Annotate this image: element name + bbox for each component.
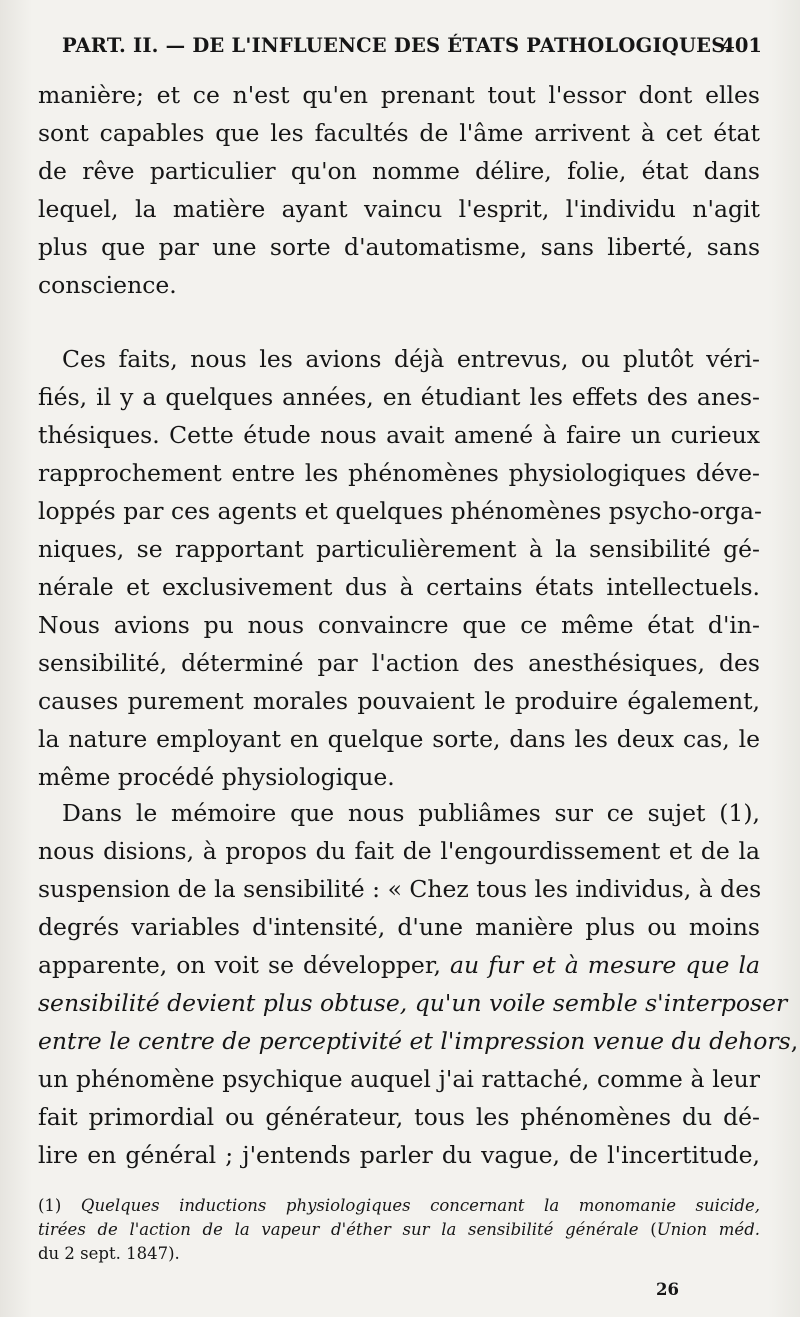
text-line [38, 984, 788, 1022]
text-line: conscience. [38, 271, 177, 299]
text-line: plus que par une sorte d'automatisme, sans liberté, sans [38, 233, 760, 261]
footnote-title: Quelques inductions physiologiques concernant la monomanie suicide, [80, 1196, 760, 1215]
text-line: un phénomène psychique auquel j'ai rattaché, comme à leur [38, 1065, 760, 1093]
footnote-line [38, 1194, 760, 1217]
signature-mark: 26 [656, 1280, 679, 1299]
running-title: PART. II. — DE L'INFLUENCE DES ÉTATS PATHOLOGIQUES. [62, 34, 732, 57]
text-run: ( [638, 1220, 657, 1239]
italic-quote: au fur et à mesure que la [450, 951, 760, 979]
text-line: Ces faits, nous les avions déjà entrevus, ou plutôt véri- [62, 345, 760, 373]
page-number: 401 [721, 34, 762, 57]
text-line: sensibilité, déterminé par l'action des anesthésiques, des [38, 649, 760, 677]
text-line: causes purement morales pouvaient le produire également, [38, 687, 760, 715]
text-line: loppés par ces agents et quelques phénomènes psycho-orga- [38, 497, 762, 525]
text-line: Nous avions pu nous convaincre que ce même état d'in- [38, 611, 760, 639]
text-line: la nature employant en quelque sorte, dans les deux cas, le [38, 725, 760, 753]
italic-quote: entre le centre de perceptivité et l'impression venue du dehors [38, 1027, 791, 1055]
footnote-title: tirées de l'action de la vapeur d'éther sur la sensibilité générale [38, 1220, 639, 1239]
text-line: fiés, il y a quelques années, en étudiant les effets des anes- [38, 383, 760, 411]
text-line: rapprochement entre les phénomènes physiologiques déve- [38, 459, 760, 487]
text-line: manière; et ce n'est qu'en prenant tout l'essor dont elles [38, 81, 760, 109]
text-run: apparente, on voit se développer, [38, 951, 450, 979]
footnote-line: du 2 sept. 1847). [38, 1244, 180, 1263]
running-header [62, 34, 762, 64]
text-line: même procédé physiologique. [38, 763, 395, 791]
text-line [38, 946, 760, 984]
text-line [38, 1022, 799, 1060]
text-line: nous disions, à propos du fait de l'engourdissement et de la [38, 837, 760, 865]
text-line: fait primordial ou générateur, tous les phénomènes du dé- [38, 1103, 760, 1131]
text-line: de rêve particulier qu'on nomme délire, folie, état dans [38, 157, 760, 185]
text-line: thésiques. Cette étude nous avait amené à faire un curieux [38, 421, 760, 449]
text-line: degrés variables d'intensité, d'une manière plus ou moins [38, 913, 760, 941]
text-line: sont capables que les facultés de l'âme arrivent à cet état [38, 119, 760, 147]
footnote-line [38, 1218, 760, 1241]
text-line: lire en général ; j'entends parler du vague, de l'incertitude, [38, 1141, 760, 1169]
text-line: nérale et exclusivement dus à certains états intellectuels. [38, 573, 760, 601]
footnote-journal: Union méd. [656, 1220, 760, 1239]
text-line: niques, se rapportant particulièrement à la sensibilité gé- [38, 535, 760, 563]
footnote-mark: (1) [38, 1196, 81, 1215]
text-run: , [790, 1027, 799, 1055]
italic-quote: sensibilité devient plus obtuse, qu'un voile semble s'interposer [38, 989, 788, 1017]
text-line: lequel, la matière ayant vaincu l'esprit, l'individu n'agit [38, 195, 760, 223]
text-line: suspension de la sensibilité : « Chez tous les individus, à des [38, 875, 762, 903]
text-line: Dans le mémoire que nous publiâmes sur ce sujet (1), [62, 799, 760, 827]
